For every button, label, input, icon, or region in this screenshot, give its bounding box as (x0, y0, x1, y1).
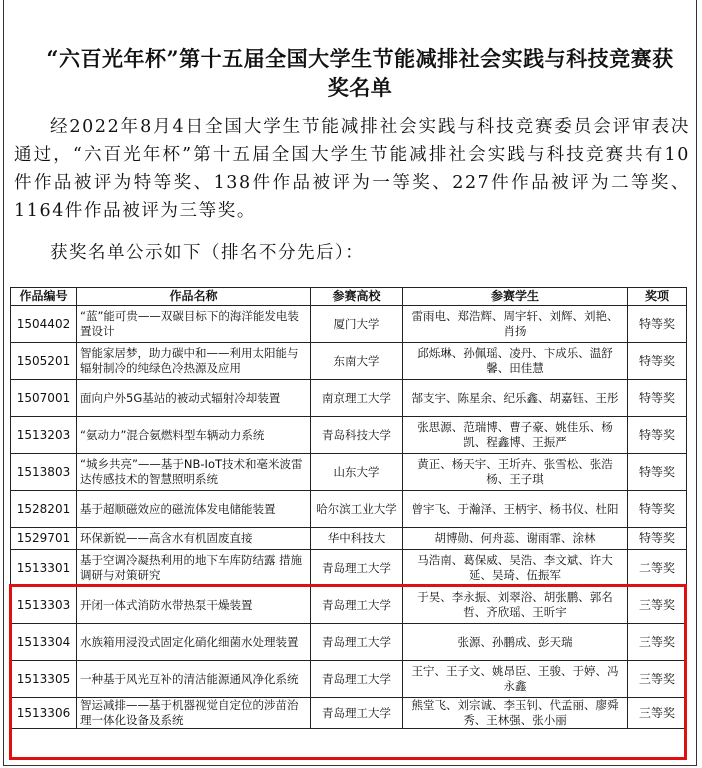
header-award: 奖项 (628, 288, 687, 306)
table-row (11, 661, 687, 698)
cell-name: 基于超顺磁效应的磁流体发电储能装置 (77, 491, 311, 528)
cell-name: “城乡共亮”——基于NB-IoT技术和毫米波雷达传感技术的智慧照明系统 (77, 454, 311, 491)
cell-name: 智运减排——基于机器视觉自定位的涉苗治理一体化设备及系统 (77, 698, 311, 729)
document-title: “六百光年杯”第十五届全国大学生节能减排社会实践与科技竞赛获奖名单 (46, 46, 674, 100)
cell-name: 面向户外5G基站的被动式辐射冷却装置 (77, 380, 311, 417)
cell-award: 特等奖 (628, 306, 687, 343)
table-row (11, 343, 687, 380)
table-row (11, 454, 687, 491)
cell-school: 哈尔滨工业大学 (311, 491, 403, 528)
table-header-row (11, 288, 687, 306)
cell-students: 王宁、王子文、姚昂臣、王骏、于婷、冯永鑫 (403, 661, 628, 698)
cell-id: 1528201 (11, 491, 77, 528)
table-row (11, 417, 687, 454)
cell-students: 雷雨电、郑浩辉、周宇轩、刘辉、刘艳、肖扬 (403, 306, 628, 343)
cell-school: 青岛理工大学 (311, 550, 403, 587)
cell-students: 张思源、范瑞博、曹子豪、姚佳乐、杨凯、程鑫博、王振严 (403, 417, 628, 454)
table-row (11, 624, 687, 661)
cell-students: 郜支宇、陈星余、纪乐鑫、胡嘉钰、王彤 (403, 380, 628, 417)
cell-id: 1513304 (11, 624, 77, 661)
cell-award: 三等奖 (628, 698, 687, 729)
table-row (11, 550, 687, 587)
cell-award: 二等奖 (628, 550, 687, 587)
cell-id: 1513803 (11, 454, 77, 491)
cell-id: 1513305 (11, 661, 77, 698)
cell-school: 青岛理工大学 (311, 587, 403, 624)
table-row (11, 528, 687, 550)
cell-name: 基于空调冷凝热利用的地下车库防结露 措施调研与对策研究 (77, 550, 311, 587)
cell-school: 青岛科技大学 (311, 417, 403, 454)
cell-award: 特等奖 (628, 491, 687, 528)
cell-id: 1529701 (11, 528, 77, 550)
table-row (11, 380, 687, 417)
cell-school: 华中科技大 (311, 528, 403, 550)
cell-students: 张源、孙鹏成、彭天瑞 (403, 624, 628, 661)
cell-students: 于昊、李永振、刘翠浴、胡张鹏、郭名哲、齐欣瑶、王昕宇 (403, 587, 628, 624)
cell-school: 厦门大学 (311, 306, 403, 343)
cell-award: 特等奖 (628, 343, 687, 380)
cell-id: 1513303 (11, 587, 77, 624)
cell-students: 熊堂飞、刘宗诚、李玉钊、代孟丽、廖舜秀、王林强、张小丽 (403, 698, 628, 729)
table-row (11, 587, 687, 624)
cell-school: 青岛理工大学 (311, 624, 403, 661)
cell-award: 特等奖 (628, 417, 687, 454)
cell-name: 一种基于风光互补的清洁能源通风净化系统 (77, 661, 311, 698)
header-name: 作品名称 (77, 288, 311, 306)
cell-students: 黄正、杨天宇、王圻卉、张雪松、张浩杨、王子琪 (403, 454, 628, 491)
cell-school: 南京理工大学 (311, 380, 403, 417)
cell-school: 东南大学 (311, 343, 403, 380)
header-id: 作品编号 (11, 288, 77, 306)
list-intro: 获奖名单公示如下（排名不分先后）： (50, 243, 365, 263)
cell-award: 特等奖 (628, 528, 687, 550)
cell-id: 1504402 (11, 306, 77, 343)
cell-award: 特等奖 (628, 380, 687, 417)
cell-school: 山东大学 (311, 454, 403, 491)
cell-name: 开闭一体式消防水带热泵干燥装置 (77, 587, 311, 624)
cell-school: 青岛理工大学 (311, 661, 403, 698)
cell-award: 特等奖 (628, 454, 687, 491)
cell-id: 1513203 (11, 417, 77, 454)
cell-id: 1513301 (11, 550, 77, 587)
cell-id: 1507001 (11, 380, 77, 417)
cell-students: 邱烁琳、孙佩瑶、凌丹、卞成乐、温舒馨、田佳慧 (403, 343, 628, 380)
cell-award: 三等奖 (628, 587, 687, 624)
cell-name: “氨动力”混合氨燃料型车辆动力系统 (77, 417, 311, 454)
cell-id: 1505201 (11, 343, 77, 380)
summary-paragraph: 经2022年8月4日全国大学生节能减排社会实践与科技竞赛委员会评审表决通过，“六百光年杯”第十五届全国大学生节能减排社会实践与科技竞赛共有10件作品被评为特等奖、138件作品被评为一等奖、227件作品被评为二等奖、1164件作品被评为三等奖。 (14, 117, 690, 221)
header-school: 参赛高校 (311, 288, 403, 306)
table-row (11, 698, 687, 729)
cell-name: 环保新锐——高含水有机固废直接 (77, 528, 311, 550)
cell-name: 水族箱用浸没式固定化硝化细菌水处理装置 (77, 624, 311, 661)
table-row (11, 491, 687, 528)
cell-students: 胡博勋、何舟蕊、谢雨霏、涂林 (403, 528, 628, 550)
header-students: 参赛学生 (403, 288, 628, 306)
cell-students: 马浩南、葛保威、吴浩、李文斌、许大延、吴琦、伍振军 (403, 550, 628, 587)
cell-award: 三等奖 (628, 624, 687, 661)
table-row (11, 306, 687, 343)
cell-name: “蓝”能可贵——双碳目标下的海洋能发电装置设计 (77, 306, 311, 343)
cell-school: 青岛理工大学 (311, 698, 403, 729)
cell-students: 曾宇飞、于瀚泽、王柄宇、杨书仪、杜阳 (403, 491, 628, 528)
cell-award: 三等奖 (628, 661, 687, 698)
cell-name: 智能家居梦，助力碳中和——利用太阳能与辐射制冷的纯绿色冷热源及应用 (77, 343, 311, 380)
awards-table (10, 287, 687, 729)
cell-id: 1513306 (11, 698, 77, 729)
